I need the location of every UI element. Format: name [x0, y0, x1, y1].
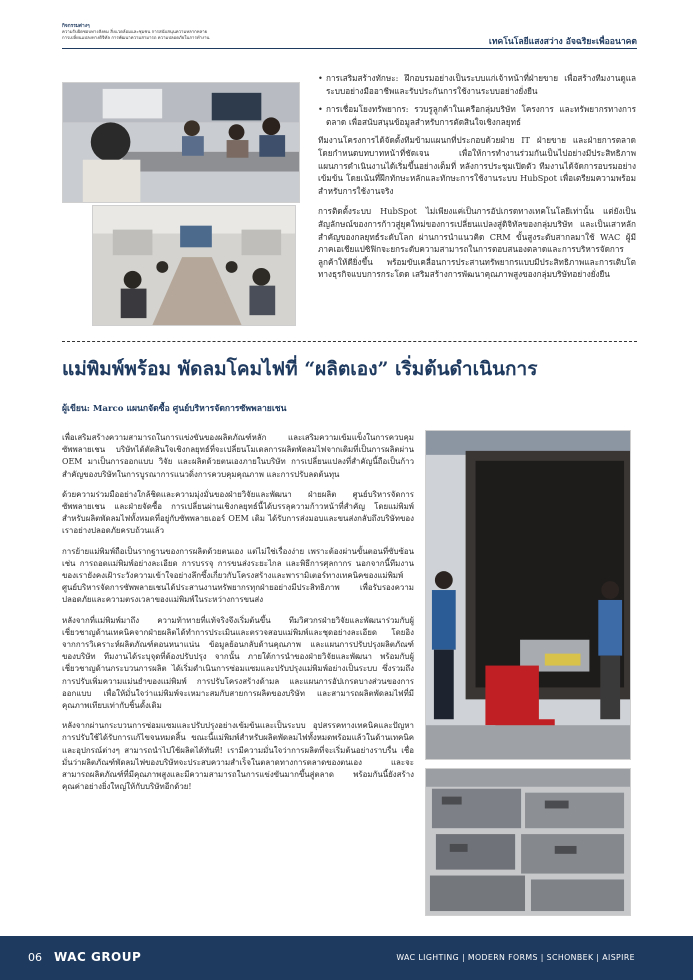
paragraph: ด้วยความร่วมมืออย่างใกล้ชิดและความมุ่งมั่นของฝ่ายวิจัยและพัฒนา ฝ่ายผลิต ศูนย์บริหารจัดการซัพพลายเชน และฝ่ายจัดซื้อ การเปลี่ยนผ่านเชิงกลยุทธ์นี้ได้บรรลุความก้าวหน้าที่สำคัญ โดยแม่พิมพ์สำหรับผลิตพัดลมไฟทั้งหมดที่อยู่กับซัพพลายเออร์ OEM เดิม ได้รับการส่งมอบและขนส่งกลับถึงบริษัทของเราอย่างปลอดภัยครบถ้วนแล้ว [62, 489, 414, 536]
paragraph: หลังจากผ่านกระบวนการซ่อมแซมและปรับปรุงอย่างเข้มข้นและเป็นระบบ อุปสรรคทางเทคนิคและปัญหาการปรับใช้ได้รับการแก้ไขจนหมดสิ้น ขณะนี้แม่พิมพ์สำหรับผลิตพัดลมไฟทั้งหมดพร้อมแล้วในด้านเทคนิคและอุปกรณ์ต่างๆ สามารถนำไปใช้ผลิตได้ทันที! เรามีความมั่นใจว่าการผลิตที่จะเริ่มต้นอย่างราบรื่น เชื่อมั่นว่าผลิตภัณฑ์พัดลมไฟของบริษัทจะประสบความสำเร็จในตลาดทางการตลาดของตนเอง และจะสามารถผลิตภัณฑ์ที่มีคุณภาพสูงและมีความสามารถในการแข่งขันมากขึ้นสู่ตลาด พร้อมกันนี้ยังสร้างคุณค่าอย่างยิ่งใหญ่ให้กับบริษัทอีกด้วย! [62, 721, 414, 792]
paragraph: ทีมงานโครงการได้จัดตั้งทีมข้ามแผนกที่ประกอบด้วยฝ่าย IT ฝ่ายขาย และฝ่ายการตลาด โดยกำหนดบทบาทหน้าที่ชัดเจน เพื่อให้การทำงานร่วมกันเป็นไปอย่างมีประสิทธิภาพ แผนการดำเนินงานได้เริ่มขึ้นอย่างเต็มที่ หลังการประชุมเปิดตัว ทีมงานได้จัดการอบรมอย่างเข้มข้น โดยเน้นที่ฝึกทักษะหลักและทักษะการใช้งานระบบ HubSpot เพื่อเตรียมความพร้อมสำหรับการใช้งานจริง [318, 135, 636, 196]
header-divider [62, 48, 637, 49]
paragraph: เพื่อเสริมสร้างความสามารถในการแข่งขันของผลิตภัณฑ์หลัก และเสริมความเข้มแข็งในการควบคุมซัพพลายเชน บริษัทได้ตัดสินใจเชิงกลยุทธ์ที่จะเปลี่ยนโมเดลการผลิตพัดลมไฟจากเดิมที่เป็นการผลิตผ่าน OEM มาเป็นการออกแบบ วิจัย และผลิตด้วยตนเองภายในบริษัท การเปลี่ยนแปลงที่สำคัญนี้ถือเป็นก้าวสำคัญของบริษัทในการบูรณาการแนวดิ่งการควบคุมคุณภาพ และการปรับลดต้นทุน [62, 433, 414, 479]
paragraph: หลังจากที่แม่พิมพ์มาถึง ความท้าทายที่แท้จริงจึงเริ่มต้นขึ้น ทีมวิศวกรฝ่ายวิจัยและพัฒนาร่วมกับผู้เชี่ยวชาญด้านเทคนิคจากฝ่ายผลิตได้ทำการประเมินและตรวจสอบแม่พิมพ์และชุดอย่างละเอียด โดยอิงจากการวิเคราะห์ผลิตภัณฑ์ตอนหนาแน่น ข้อมูลย้อนกลับด้านคุณภาพ และแผนการปรับปรุงผลิตภัณฑ์ของบริษัท ทีมงานได้ระบุจุดที่ต้องปรับปรุง จากนั้น ภายใต้การนำของฝ่ายวิจัยและพัฒนา พร้อมกับผู้เชี่ยวชาญด้านกระบวนการผลิต ได้เริ่มดำเนินการซ่อมแซมและปรับปรุงแม่พิมพ์อย่างเป็นระบบ ซึ่งรวมถึงการปรับเพิ่มความแม่นยำของแม่พิมพ์ การปรับโครงสร้างด้ามล และแผนการอัปเกรดบางส่วนของการออกแบบ เพื่อให้มั่นใจว่าแม่พิมพ์จะเหมาะสมกับสายการผลิตของบริษัท และสามารถผลิตพัดลมไฟที่มีคุณภาพเทียบเท่ากับชิ้นดั้งเดิม [62, 615, 414, 711]
molds-photo [425, 768, 631, 916]
page-footer [0, 936, 693, 980]
truck-unloading-photo [425, 430, 631, 760]
section-nav [62, 24, 262, 42]
section-title: กิจกรรมต่างๆ [62, 24, 90, 29]
paragraph: การย้ายแม่พิมพ์ถือเป็นรากฐานของการผลิตด้วยตนเอง แต่ไม่ใช่เรื่องง่าย เพราะต้องผ่านขั้นตอนที่ซับซ้อน เช่น การถอดแม่พิมพ์อย่างละเอียด การบรรจุ การขนส่งระยะไกล และพิธีการศุลกากร นอกจากนี้ทีมงานของเรายังคงเฝ้าระวังความเข้าใจอย่างลึกซึ้งเกี่ยวกับโครงสร้างและพารามิเตอร์ทางเทคนิคของแม่พิมพ์ ศูนย์บริหารจัดการซัพพลายเชนได้ประสานงานทรัพยากรทุกฝ่ายอย่างมีประสิทธิภาพ เพื่อรับรองความปลอดภัยและความตรงเวลาของแม่พิมพ์ในระหว่างการขนส่ง [62, 546, 414, 605]
section-divider [62, 341, 637, 342]
meeting-photo-2 [92, 205, 296, 326]
tagline: เทคโนโลยีแสงสว่าง อัจฉริยะเพื่ออนาคต [488, 37, 637, 47]
article-headline: แม่พิมพ์พร้อม พัดลมโคมไฟที่ “ผลิตเอง” เริ่มต้นดำเนินการ [62, 358, 538, 380]
article-author: ผู้เขียน: Marco แผนกจัดซื้อ ศูนย์บริหารจัดการซัพพลายเชน [62, 404, 287, 414]
wac-group-logo: WAC GROUP [54, 950, 142, 964]
nav-line: ความรับผิดชอบทางสังคม สิ่งแวดล้อมและชุมชน การสนับสนุนความหลากหลาย [62, 30, 208, 35]
bullet-item: • การเชื่อมโยงทรัพยากร: รวบรูลูกค้าในเครือกลุ่มบริษัท โครงการ และทรัพยากรทางการตลาด เพื่อสนับสนุนข้อมูลสำหรับการตัดสินใจเชิงกลยุทธ์ [318, 103, 636, 128]
paragraph: การติดตั้งระบบ HubSpot ไม่เพียงแค่เป็นการอัปเกรดทางเทคโนโลยีเท่านั้น แต่ยังเป็นสัญลักษณ์ของการก้าวสู่ยุคใหม่ของการเปลี่ยนแปลงสู่ดิจิทัลของกลุ่มบริษัท และเป็นเสาหลักสำคัญของกลยุทธ์ระดับโลก ผ่านการนำแนวคิด CRM ขั้นสูงระดับสากลมาใช้ WAC ผู้มีภาคเอเชียแปซิฟิกจะยกระดับความสามารถในการตอบสนองตลาดและการบริหารจัดการลูกค้าให้ดียิ่งขึ้น พร้อมขับเคลื่อนการประสานทรัพยากรแบบมีประสิทธิภาพและการเติบโตทางธุรกิจแบบการกระโดด เสริมสร้างการพัฒนาคุณภาพสูงของกลุ่มบริษัทอย่างยั่งยืน [318, 206, 636, 280]
top-text-column [318, 72, 636, 289]
page-number: 06 [28, 951, 42, 964]
bullet-item: • การเสริมสร้างทักษะ: ฝึกอบรมอย่างเป็นระบบแก่เจ้าหน้าที่ฝ่ายขาย เพื่อสร้างทีมงานดูแลระบบอย่างมืออาชีพและรับประกันการใช้งานระบบอย่างยั่งยืน [318, 72, 636, 97]
nav-line: การเปลี่ยนแปลงทางดิจิทัล การพัฒนาความสามารถ ความปลอดภัยในการทำงาน [62, 36, 210, 41]
brand-list: WAC LIGHTING | MODERN FORMS | SCHONBEK | AISPIRE [396, 953, 635, 962]
meeting-photo-1 [62, 82, 300, 203]
article-body [62, 432, 414, 801]
